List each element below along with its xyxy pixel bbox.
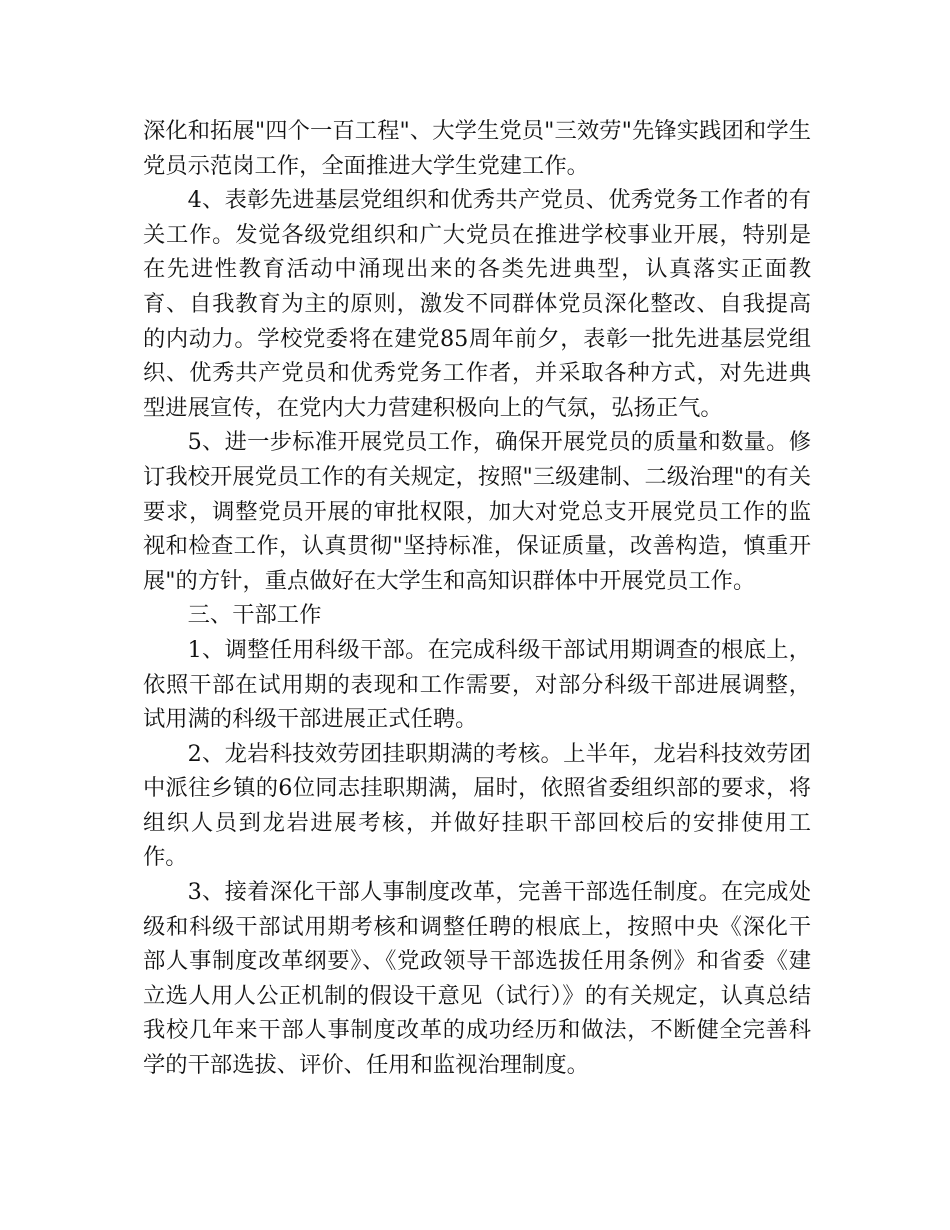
paragraph-cadre-item-2: 2、龙岩科技效劳团挂职期满的考核。上半年，龙岩科技效劳团中派往乡镇的6位同志挂职期满，届时，依照省委组织部的要求，将组织人员到龙岩进展考核，并做好挂职干部回校后的安排使用工作。 xyxy=(143,740,811,871)
section-heading-cadre-work: 三、干部工作 xyxy=(187,602,322,629)
paragraph-item-4: 4、表彰先进基层党组织和优秀共产党员、优秀党务工作者的有关工作。发觉各级党组织和广大党员在推进学校事业开展，特别是在先进性教育活动中涌现出来的各类先进典型，认真落实正面教育、自我教育为主的原则，激发不同群体党员深化整改、自我提高的内动力。学校党委将在建党85周年前夕，表彰一批先进基层党组织、优秀共产党员和优秀党务工作者，并采取各种方式，对先进典型进展宣传，在党内大力营建积极向上的气氛，弘扬正气。 xyxy=(143,187,811,421)
paragraph-continuation: 深化和拓展"四个一百工程"、大学生党员"三效劳"先锋实践团和学生党员示范岗工作，全面推进大学生党建工作。 xyxy=(143,118,811,179)
paragraph-cadre-item-1: 1、调整任用科级干部。在完成科级干部试用期调查的根底上，依照干部在试用期的表现和工作需要，对部分科级干部进展调整，试用满的科级干部进展正式任聘。 xyxy=(143,636,811,733)
paragraph-cadre-item-3: 3、接着深化干部人事制度改革，完善干部选任制度。在完成处级和科级干部试用期考核和调整任聘的根底上，按照中央《深化干部人事制度改革纲要》、《党政领导干部选拔任用条例》和省委《建立选人用人公正机制的假设干意见（试行）》的有关规定，认真总结我校几年来干部人事制度改革的成功经历和做法，不断健全完善科学的干部选拔、评价、任用和监视治理制度。 xyxy=(143,879,811,1079)
document-page xyxy=(143,114,811,1083)
paragraph-item-5: 5、进一步标准开展党员工作，确保开展党员的质量和数量。修订我校开展党员工作的有关规定，按照"三级建制、二级治理"的有关要求，调整党员开展的审批权限，加大对党总支开展党员工作的监视和检查工作，认真贯彻"坚持标准，保证质量，改善构造，慎重开展"的方针，重点做好在大学生和高知识群体中开展党员工作。 xyxy=(143,429,811,594)
